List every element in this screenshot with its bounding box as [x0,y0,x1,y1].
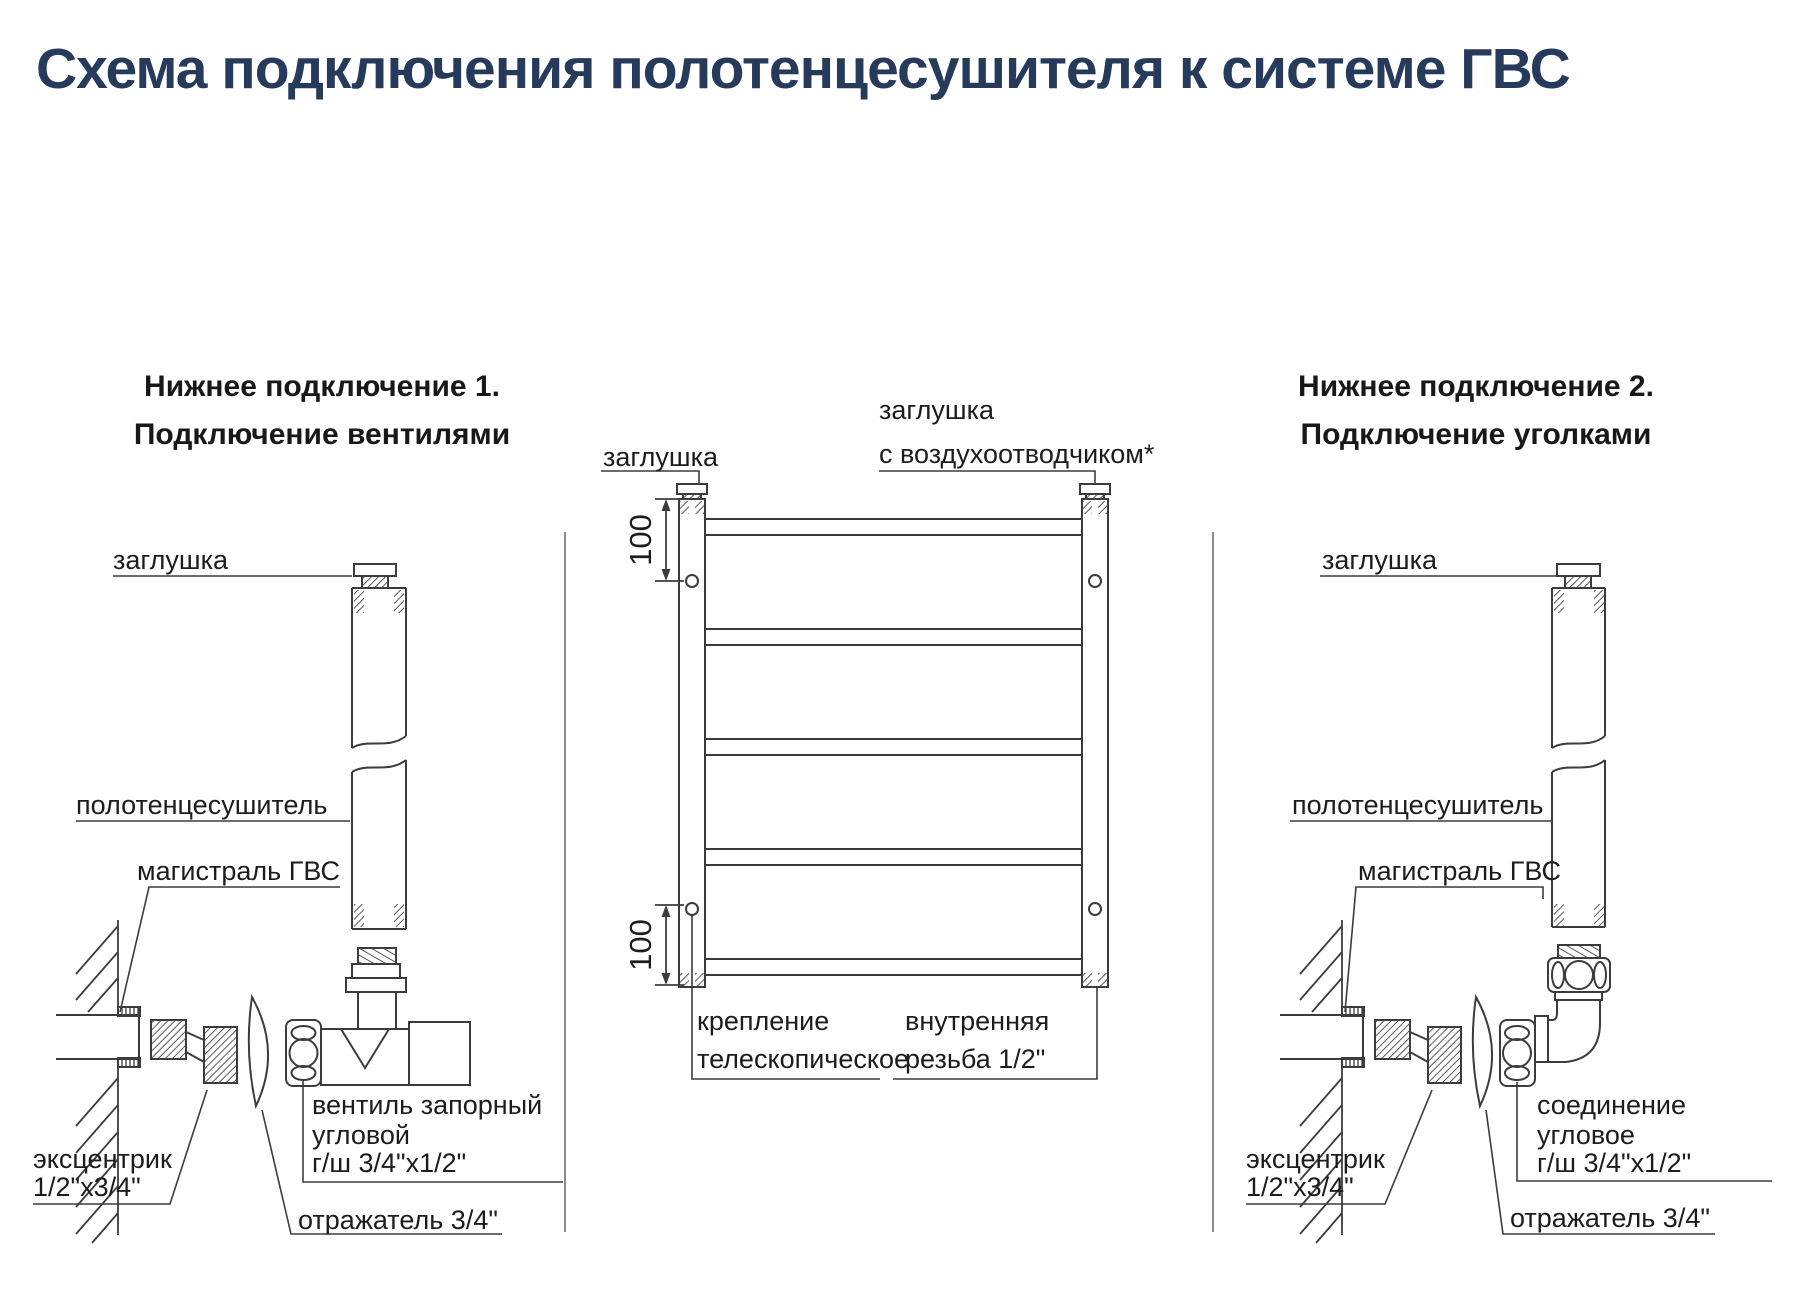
right-hot-water-main-label: магистраль ГВС [1358,856,1561,886]
middle-mount-label-line1: крепление [697,1006,830,1036]
right-towel-rail-label: полотенцесушитель [1292,790,1544,820]
left-section-subheading: Подключение вентилями [133,418,511,451]
rail-rungs [705,519,1082,975]
middle-thread-label-line1: внутренняя [905,1006,1050,1036]
right-reflector-label: отражатель 3/4" [1510,1203,1710,1233]
middle-air-plug-label-line1: заглушка [879,395,994,425]
rail-plugs [677,484,1110,499]
left-reflector-label: отражатель 3/4" [298,1205,498,1235]
page-title: Схема подключения полотенцесушителя к системе ГВС [36,37,1570,101]
dimension-top-value: 100 [623,514,658,566]
right-eccentric-label-line2: 1/2"x3/4" [1246,1172,1354,1202]
right-section-heading: Нижнее подключение 2. [1298,370,1654,403]
towel-rail-drawing [623,484,1110,987]
left-valve-label-line3: г/ш 3/4"x1/2" [312,1148,467,1178]
right-corner-label-line2: угловое [1537,1120,1635,1150]
right-plug-label: заглушка [1322,545,1437,575]
left-towel-rail-label: полотенцесушитель [76,790,328,820]
left-eccentric-label-line2: 1/2"x3/4" [33,1172,141,1202]
middle-leader-lines [601,471,1097,1079]
left-plug-label: заглушка [113,545,228,575]
middle-air-plug-label-line2: с воздухоотводчиком* [879,439,1155,469]
middle-mount-label-line2: телескопическое [697,1044,910,1074]
right-corner-label-line3: г/ш 3/4"x1/2" [1537,1148,1692,1178]
middle-thread-label-line2: резьба 1/2" [905,1044,1046,1074]
right-eccentric-label-line1: эксцентрик [1246,1144,1385,1174]
right-corner-label-line1: соединение [1537,1090,1687,1120]
middle-plug-label: заглушка [603,442,718,472]
right-section-subheading: Подключение уголками [1300,418,1652,451]
section-separators [565,532,1213,1232]
left-valve-label-line1: вентиль запорный [312,1090,543,1120]
left-section-heading: Нижнее подключение 1. [144,370,500,403]
left-valve-label-line2: угловой [312,1120,410,1150]
right-leader-lines [1246,576,1772,1234]
dimension-bottom-value: 100 [623,919,658,971]
left-leader-lines [33,576,563,1234]
left-hot-water-main-label: магистраль ГВС [137,856,340,886]
left-eccentric-label-line1: эксцентрик [33,1144,172,1174]
